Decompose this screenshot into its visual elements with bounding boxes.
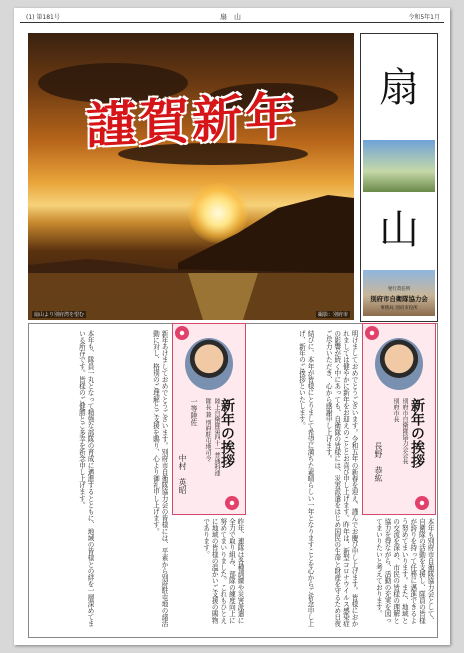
greeting-title: 新年の挨拶 (219, 398, 235, 468)
plum-flower-icon (175, 326, 189, 340)
greeting-box-mayor (362, 323, 436, 515)
page-header (20, 10, 444, 22)
publisher-name: 別府市自衛隊協力会 (370, 295, 428, 303)
greeting-box-commander (172, 323, 246, 515)
greeting-role: 陸上自衛隊第四十一普通科連隊長 兼 別府駐屯地司令 (204, 398, 220, 476)
issue-number: (1) 第181号 (26, 14, 60, 21)
masthead (360, 33, 438, 322)
greeting-name: 中村 英昭 (178, 454, 187, 494)
greeting-name: 長野 恭紘 (374, 442, 383, 482)
greeting-rank: 一等陸佐 (190, 398, 198, 426)
article-column: 明けましておめでとうございます。令和五年の新春を迎え、謹んでお慶び申し上げます。皆様におかれましては健やかに新年をお迎えのこととお喜び申し上げます。昨年は、新型コロナウイルス感染症の影響が続く中にあっても、自衛隊の皆様には、災害派遣をはじめ国民の生命と財産を守るため日夜ご尽力いただき、心から感謝申し上げます。 (324, 330, 358, 627)
landscape-photo (363, 140, 435, 192)
masthead-char-1: 扇 (379, 65, 419, 111)
portrait-photo (375, 338, 423, 390)
sunrise-photo (28, 33, 354, 320)
publisher-sub: 事務局 別府市役所 (380, 306, 418, 311)
article-column: 本年も別府市自衛隊協力会として、自衛隊の活動を支援し、隊員の皆様が誇りを持って任務に邁進できるよう努めてまいります。また、地域との交流を深め、市民の皆様の理解と協力を得ながら、活動の充実を図ってまいりたいと考えております。 (374, 518, 434, 624)
plum-flower-icon (365, 326, 379, 340)
article-column: 新年あけましておめでとうございます。別府市自衛隊協力会の皆様には、平素から別府駐屯地の諸活動に対し、格別のご理解とご支援を賜り、心より御礼申し上げます。 (151, 330, 168, 627)
article-column: 結びに、本年が皆様にとりまして希望に満ちた素晴らしい一年となりますことを心からご祈念申し上げ、新年のご挨拶といたします。 (297, 330, 314, 627)
header-rule (20, 22, 444, 23)
masthead-char-2: 山 (379, 207, 419, 253)
mountain-silhouette (28, 33, 354, 320)
portrait-photo (185, 338, 233, 390)
issue-date: 令和5年1月 (408, 14, 440, 21)
article-column: 本年も、隊員一丸となって精強な部隊の育成に邁進するとともに、地域の皆様との絆を一層深めてまいる所存です。皆様のご健勝とご多幸を祈念申し上げます。 (77, 330, 94, 627)
greeting-title: 新年の挨拶 (409, 398, 425, 468)
plum-flower-icon (415, 496, 429, 510)
publisher-label: 発行責任所 (387, 287, 411, 292)
photo-credit: 撮影：別府市 (317, 312, 348, 318)
newsletter-name: 扇 山 (220, 13, 241, 21)
plum-flower-icon (225, 496, 239, 510)
greeting-role: 別府市自衛隊協力会会長 別府市長 (392, 398, 408, 464)
photo-caption: 扇山より別府湾を望む (34, 312, 85, 318)
new-year-title: 謹賀新年 (86, 85, 298, 156)
article-column: 昨年、連隊は各種訓練や災害派遣に全力で取り組み、部隊の練度向上に努めてまいりました。これもひとえに地域の皆様の温かいご支援の賜物であります。 (201, 518, 244, 624)
